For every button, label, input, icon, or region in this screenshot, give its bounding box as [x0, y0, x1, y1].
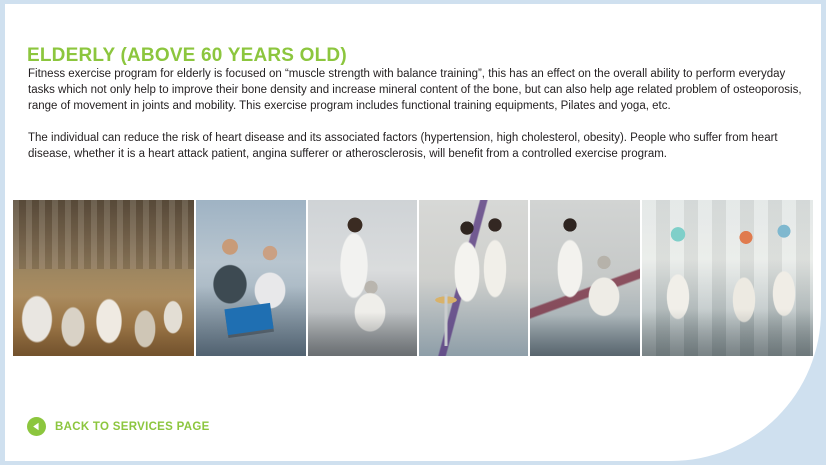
photo-gallery — [13, 200, 813, 356]
page-title: ELDERLY (ABOVE 60 YEARS OLD) — [27, 44, 347, 66]
gallery-photo-4 — [419, 200, 528, 356]
paragraph-1: Fitness exercise program for elderly is focused on “muscle strength with balance training”, this has an effect on the overall ability to perform everyday tasks which not only help to improve their bone density and increase mineral content of the bone, but can also help age related problem of osteoporosis, range of movement in joints and mobility. This exercise program includes functional training equipments, Pilates and yoga, etc. — [28, 68, 802, 112]
gallery-photo-6 — [642, 200, 813, 356]
gallery-photo-1 — [13, 200, 194, 356]
back-to-services-label: BACK TO SERVICES PAGE — [55, 420, 210, 433]
paragraph-2: The individual can reduce the risk of heart disease and its associated factors (hypertension, high cholesterol, obesity). People who suffer from heart disease, whether it is a heart attack patient, angina sufferer or atherosclerosis, will benefit from a controlled exercise program. — [28, 132, 778, 160]
back-to-services-link[interactable] — [27, 417, 210, 436]
body-copy — [28, 66, 813, 178]
arrow-left-circle-icon — [27, 417, 46, 436]
gallery-photo-2 — [196, 200, 305, 356]
content-card — [5, 4, 821, 461]
gallery-photo-5 — [530, 200, 639, 356]
gallery-photo-3 — [308, 200, 417, 356]
